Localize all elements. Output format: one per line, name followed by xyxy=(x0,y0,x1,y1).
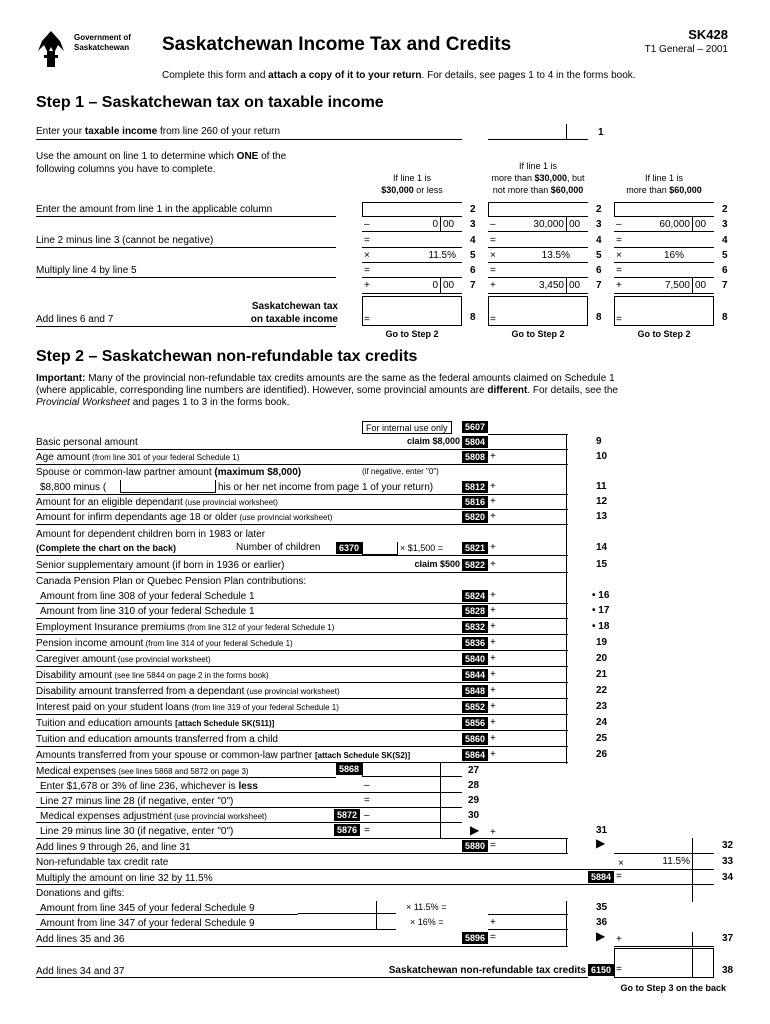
equals-sign: = xyxy=(490,235,496,246)
col3-line3-cents: 00 xyxy=(695,219,707,230)
donations-label: Donations and gifts: xyxy=(36,888,125,899)
line-number: • 17 xyxy=(592,605,610,616)
line-number: 4 xyxy=(596,235,602,246)
code-5804: 5804 xyxy=(462,436,488,448)
code-5821: 5821 xyxy=(462,542,488,554)
col2-line3-value: 30,000 xyxy=(533,219,564,230)
disability-label: Disability amount (see line 5844 on page 2 in the forms book) xyxy=(36,670,269,681)
line-number: 8 xyxy=(596,312,602,323)
equals-sign: = xyxy=(616,871,622,882)
arrow-right-icon: ▶ xyxy=(596,836,606,850)
line-number: 3 xyxy=(722,219,728,230)
don345-label: Amount from line 345 of your federal Schedule 9 xyxy=(40,903,255,914)
equals-sign: = xyxy=(364,265,370,276)
line-number: 25 xyxy=(596,733,608,744)
line-number: 38 xyxy=(722,965,734,976)
plus-sign: + xyxy=(490,733,496,744)
line-number: 7 xyxy=(470,280,476,291)
equals-sign: = xyxy=(616,265,622,276)
age-label: Age amount (from line 301 of your federal Schedule 1) xyxy=(36,452,240,463)
dependant-label: Amount for an eligible dependant (use provincial worksheet) xyxy=(36,497,278,508)
equals-sign: = xyxy=(364,314,370,325)
equals-sign: = xyxy=(616,235,622,246)
cpp310-label: Amount from line 310 of your federal Schedule 1 xyxy=(40,606,255,617)
plus-sign: + xyxy=(490,827,496,838)
code-5820: 5820 xyxy=(462,511,488,523)
don345-mult: × 11.5% = xyxy=(406,902,447,912)
line-number: 34 xyxy=(722,872,734,883)
arrow-right-icon: ▶ xyxy=(596,929,606,943)
plus-sign: + xyxy=(490,701,496,712)
add35-label: Add lines 35 and 36 xyxy=(36,934,125,945)
step1-line6-label: Multiply line 4 by line 5 xyxy=(36,265,137,276)
children-label1: Amount for dependent children born in 1983 or later xyxy=(36,529,266,540)
don345-input[interactable] xyxy=(298,901,396,914)
code-5876: 5876 xyxy=(334,824,360,836)
med29-label: Line 27 minus line 28 (if negative, enter "0") xyxy=(40,796,234,807)
children-label2: (Complete the chart on the back) xyxy=(36,543,177,553)
line-number: 20 xyxy=(596,653,608,664)
col2-line7-value: 3,450 xyxy=(538,280,564,291)
col2-line3-cents: 00 xyxy=(569,219,581,230)
gov-name xyxy=(74,33,131,53)
caregiver-label: Caregiver amount (use provincial worksheet) xyxy=(36,654,211,665)
plus-sign: + xyxy=(490,542,496,553)
line-number: 6 xyxy=(470,265,476,276)
line-number: 8 xyxy=(470,312,476,323)
col1-line3-cents: 00 xyxy=(443,219,455,230)
plus-sign: + xyxy=(490,637,496,648)
plus-sign: + xyxy=(490,685,496,696)
plus-sign: + xyxy=(364,280,370,291)
plus-sign: + xyxy=(490,451,496,462)
instructions: Complete this form and attach a copy of it to your return. For details, see pages 1 to 4 in the forms book. xyxy=(162,70,636,81)
code-5852: 5852 xyxy=(462,701,488,713)
code-5607: 5607 xyxy=(462,421,488,433)
col2-line7-cents: 00 xyxy=(569,280,581,291)
code-5864: 5864 xyxy=(462,749,488,761)
line-number: 33 xyxy=(722,856,734,867)
code-5896: 5896 xyxy=(462,932,488,944)
interest-label: Interest paid on your student loans (from line 319 of your federal Schedule 1) xyxy=(36,702,339,713)
dis-transfer-label: Disability amount transferred from a dependant (use provincial worksheet) xyxy=(36,686,340,697)
line-number: • 18 xyxy=(592,621,610,632)
line-number: 37 xyxy=(722,933,734,944)
minus-sign: – xyxy=(490,219,496,230)
important-note: Important: Many of the provincial non-refundable tax credits amounts are the same as the federal amounts claimed on Schedule 1 (where applicable, corresponding line numbers are identified). However, some provincial amounts are different. For details, see the Provincial Worksheet and pages 1 to 3 in the forms book. xyxy=(36,373,618,408)
line-number: 7 xyxy=(722,280,728,291)
minus-sign: – xyxy=(364,219,370,230)
line-number: 23 xyxy=(596,701,608,712)
col1-line3-value: 0 xyxy=(432,219,438,230)
step1-line2-label: Enter the amount from line 1 in the applicable column xyxy=(36,204,273,215)
tuition-child-label: Tuition and education amounts transferred from a child xyxy=(36,734,278,745)
code-5840: 5840 xyxy=(462,653,488,665)
plus-sign: + xyxy=(490,717,496,728)
col3-line8-box[interactable] xyxy=(614,296,714,326)
form-code: SK428 xyxy=(688,27,728,42)
ei-label: Employment Insurance premiums (from line 312 of your federal Schedule 1) xyxy=(36,622,335,633)
col1-line8-box[interactable] xyxy=(362,296,462,326)
line-number: 2 xyxy=(722,204,728,215)
line-number: 19 xyxy=(596,637,608,648)
children-mult: × $1,500 = xyxy=(400,543,444,553)
pension-label: Pension income amount (from line 314 of your federal Schedule 1) xyxy=(36,638,293,649)
internal-use-label: For internal use only xyxy=(362,421,452,434)
code-5824: 5824 xyxy=(462,590,488,602)
plus-sign: + xyxy=(616,280,622,291)
step1-add-label: Add lines 6 and 7 xyxy=(36,314,114,325)
plus-sign: + xyxy=(490,280,496,291)
code-5816: 5816 xyxy=(462,496,488,508)
equals-sign: = xyxy=(364,825,370,836)
code-5812: 5812 xyxy=(462,481,488,493)
line-number: 4 xyxy=(722,235,728,246)
line-number: 21 xyxy=(596,669,608,680)
equals-sign: = xyxy=(616,964,622,975)
col3-header: If line 1 is more than $60,000 xyxy=(626,173,702,195)
col1-line2-input[interactable] xyxy=(362,202,462,216)
plus-sign: + xyxy=(490,621,496,632)
children-number-label: Number of children xyxy=(236,542,321,553)
line-number: 4 xyxy=(470,235,476,246)
code-5844: 5844 xyxy=(462,669,488,681)
code-5832: 5832 xyxy=(462,621,488,633)
basic-claim: claim $8,000 xyxy=(406,436,460,446)
arrow-right-icon: ▶ xyxy=(470,823,480,837)
equals-sign: = xyxy=(490,932,496,943)
code-5868: 5868 xyxy=(336,763,362,775)
line-number: 15 xyxy=(596,559,608,570)
code-5836: 5836 xyxy=(462,637,488,649)
medical-label: Medical expenses (see lines 5868 and 5872 on page 3) xyxy=(36,766,249,777)
line-number: 7 xyxy=(596,280,602,291)
code-5808: 5808 xyxy=(462,451,488,463)
add34-label: Add lines 34 and 37 xyxy=(36,966,125,977)
plus-sign: + xyxy=(490,481,496,492)
line-number: 29 xyxy=(468,795,480,806)
plus-sign: + xyxy=(490,653,496,664)
goto-step3: Go to Step 3 on the back xyxy=(620,983,726,993)
form-subtitle: T1 General – 2001 xyxy=(644,44,728,55)
code-5884: 5884 xyxy=(588,871,614,883)
line-number: 13 xyxy=(596,511,608,522)
plus-sign: + xyxy=(490,749,496,760)
plus-sign: + xyxy=(490,496,496,507)
code-5828: 5828 xyxy=(462,605,488,617)
line-number: 35 xyxy=(596,902,608,913)
spouse-transfer-label: Amounts transferred from your spouse or common-law partner [attach Schedule SK(S2)] xyxy=(36,750,411,761)
col1-line7-cents: 00 xyxy=(443,280,455,291)
line-number: 1 xyxy=(598,127,604,138)
col1-line5-value: 11.5% xyxy=(428,250,456,261)
equals-sign: = xyxy=(490,840,496,851)
sask-nrtc-label: Saskatchewan non-refundable tax credits xyxy=(388,965,586,976)
goto-step2-3: Go to Step 2 xyxy=(637,329,691,339)
line-number: 28 xyxy=(468,780,480,791)
line-number: 3 xyxy=(470,219,476,230)
plus-sign: + xyxy=(490,669,496,680)
line-number: 2 xyxy=(596,204,602,215)
col3-line7-value: 7,500 xyxy=(664,280,690,291)
col2-line8-box[interactable] xyxy=(488,296,588,326)
page-title: Saskatchewan Income Tax and Credits xyxy=(162,34,512,55)
step1-line1-label: Enter your taxable income from line 260 of your return xyxy=(36,126,281,137)
equals-sign: = xyxy=(364,795,370,806)
equals-sign: = xyxy=(490,314,496,325)
times-sign: × xyxy=(490,250,496,261)
plus-sign: + xyxy=(616,934,622,945)
line-number: 30 xyxy=(468,810,480,821)
cpp-label: Canada Pension Plan or Quebec Pension Plan contributions: xyxy=(36,576,307,587)
step1-heading: Step 1 – Saskatchewan tax on taxable income xyxy=(36,94,384,111)
don347-mult: × 16% = xyxy=(410,917,444,927)
med30-label: Medical expenses adjustment (use provincial worksheet) xyxy=(40,811,267,822)
spouse-label: Spouse or common-law partner amount (maximum $8,000) xyxy=(36,467,302,478)
line38-box[interactable] xyxy=(614,948,714,978)
line-number: 22 xyxy=(596,685,608,696)
col2-line5-value: 13.5% xyxy=(541,250,570,261)
plus-sign: + xyxy=(490,917,496,928)
don347-label: Amount from line 347 of your federal Schedule 9 xyxy=(40,918,255,929)
goto-step2-1: Go to Step 2 xyxy=(385,329,439,339)
plus-sign: + xyxy=(490,590,496,601)
medical-input[interactable] xyxy=(362,763,462,777)
gov-line2: Saskatchewan xyxy=(74,43,130,52)
col3-line7-cents: 00 xyxy=(695,280,707,291)
spouse-net-label: his or her net income from page 1 of your return) xyxy=(218,482,434,493)
line-number: 14 xyxy=(596,542,608,553)
code-5856: 5856 xyxy=(462,717,488,729)
plus-sign: + xyxy=(490,511,496,522)
code-5880: 5880 xyxy=(462,840,488,852)
col1-header: If line 1 is $30,000 or less xyxy=(381,173,443,195)
equals-sign: = xyxy=(490,265,496,276)
rate-label: Non-refundable tax credit rate xyxy=(36,857,169,868)
minus-sign: – xyxy=(616,219,622,230)
spouse-net-input[interactable] xyxy=(120,480,216,493)
minus-sign: – xyxy=(364,810,370,821)
line1-input[interactable] xyxy=(488,124,588,140)
basic-personal-label: Basic personal amount xyxy=(36,437,138,448)
code-5872: 5872 xyxy=(334,809,360,821)
col3-line5-value: 16% xyxy=(663,250,684,261)
times-sign: × xyxy=(616,250,622,261)
line-number: 5 xyxy=(596,250,602,261)
infirm-label: Amount for infirm dependants age 18 or older (use provincial worksheet) xyxy=(36,512,333,523)
line-number: 12 xyxy=(596,496,608,507)
line-number: 5 xyxy=(722,250,728,261)
times-sign: × xyxy=(364,250,370,261)
step1-use-text2: following columns you have to complete. xyxy=(36,164,216,175)
line-number: 11 xyxy=(596,481,607,492)
step2-heading: Step 2 – Saskatchewan non-refundable tax credits xyxy=(36,348,418,365)
line-number: 6 xyxy=(722,265,728,276)
senior-claim: claim $500 xyxy=(414,559,460,569)
line-number: 24 xyxy=(596,717,608,728)
equals-sign: = xyxy=(364,235,370,246)
line-number: 2 xyxy=(470,204,476,215)
tuition-label: Tuition and education amounts [attach Schedule SK(S11)] xyxy=(36,718,275,729)
line-number: 3 xyxy=(596,219,602,230)
line-number: 26 xyxy=(596,749,608,760)
line-number: 32 xyxy=(722,840,734,851)
med31-label: Line 29 minus line 30 (if negative, enter "0") xyxy=(40,826,234,837)
gov-line1: Government of xyxy=(74,33,131,42)
line-number: 36 xyxy=(596,917,608,928)
rate-value: 11.5% xyxy=(662,856,690,867)
senior-label: Senior supplementary amount (if born in 1936 or earlier) xyxy=(36,560,285,571)
step1-line4-label: Line 2 minus line 3 (cannot be negative) xyxy=(36,235,214,246)
line-number: • 16 xyxy=(592,590,610,601)
line-number: 8 xyxy=(722,312,728,323)
goto-step2-2: Go to Step 2 xyxy=(511,329,565,339)
line-number: 6 xyxy=(596,265,602,276)
code-6150: 6150 xyxy=(588,964,614,976)
wheat-sheaf-icon xyxy=(34,29,68,69)
med28-label: Enter $1,678 or 3% of line 236, whichever is less xyxy=(40,781,258,792)
add9-label: Add lines 9 through 26, and line 31 xyxy=(36,842,191,853)
line-number: 10 xyxy=(596,451,608,462)
line-number: 31 xyxy=(596,825,608,836)
spouse-neg-note: (if negative, enter "0") xyxy=(362,467,439,476)
cpp308-label: Amount from line 308 of your federal Schedule 1 xyxy=(40,591,255,602)
code-5860: 5860 xyxy=(462,733,488,745)
spouse-minus-label: $8,800 minus ( xyxy=(40,482,107,493)
plus-sign: + xyxy=(490,605,496,616)
line-number: 9 xyxy=(596,436,602,447)
gov-logo xyxy=(34,29,68,69)
sask-tax-label: Saskatchewan tax on taxable income xyxy=(250,301,338,325)
step1-use-text: Use the amount on line 1 to determine which ONE of the xyxy=(36,151,287,162)
minus-sign: – xyxy=(364,780,370,791)
col2-header: If line 1 is more than $30,000, but not more than $60,000 xyxy=(491,161,585,195)
times-sign: × xyxy=(618,858,624,869)
code-5848: 5848 xyxy=(462,685,488,697)
col1-line7-value: 0 xyxy=(432,280,438,291)
children-count-input[interactable] xyxy=(362,542,398,555)
mult32-label: Multiply the amount on line 32 by 11.5% xyxy=(36,873,213,884)
plus-sign: + xyxy=(490,559,496,570)
code-6370: 6370 xyxy=(336,542,362,554)
code-5822: 5822 xyxy=(462,559,488,571)
col3-line3-value: 60,000 xyxy=(659,219,690,230)
line-number: 5 xyxy=(470,250,476,261)
line-number: 27 xyxy=(468,765,480,776)
equals-sign: = xyxy=(616,314,622,325)
